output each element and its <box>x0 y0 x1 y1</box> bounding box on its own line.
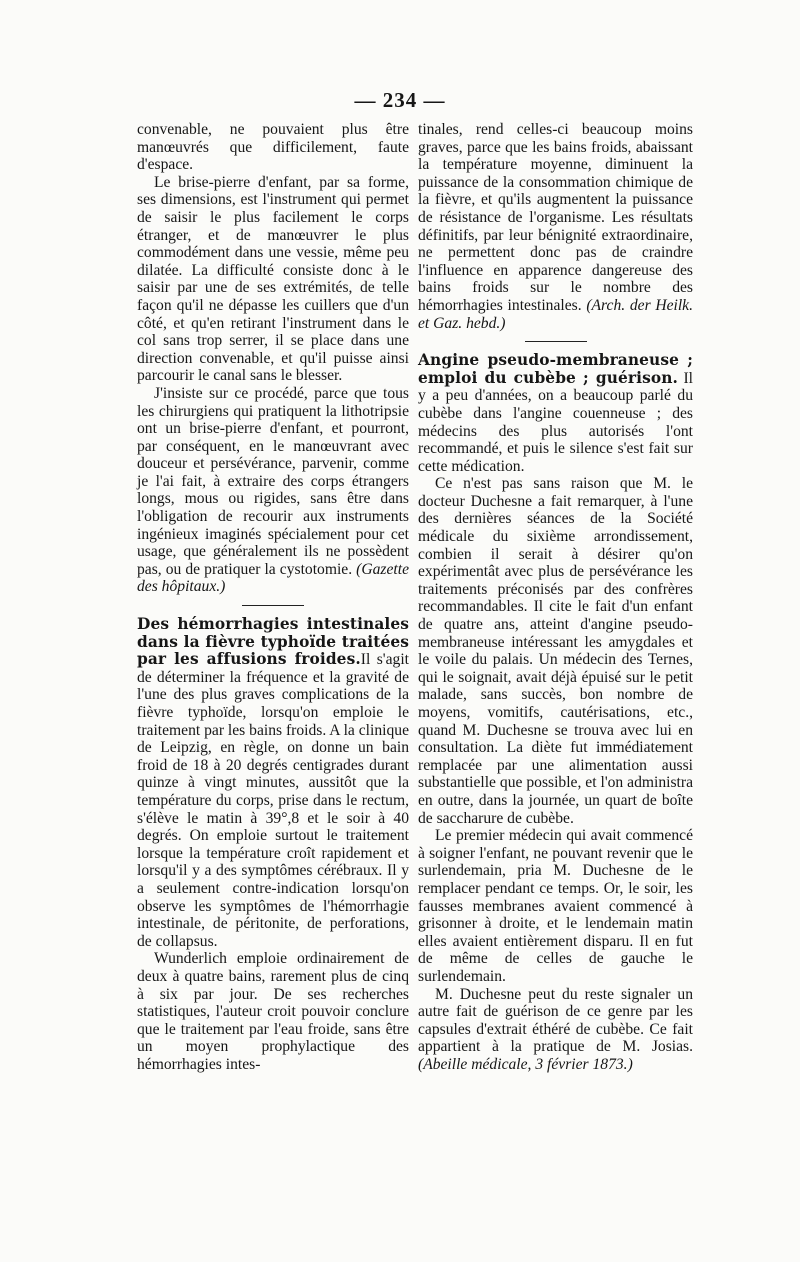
source-citation: (Gazette des hôpitaux.) <box>137 560 409 596</box>
source-citation: (Abeille médicale, 3 février 1873.) <box>418 1055 633 1073</box>
page-number: — 234 — <box>354 88 446 112</box>
paragraph-text: Il y a peu d'années, on a beaucoup parlé du cubèbe dans l'angine couenneuse ; des médecins des plus autorisés l'ont recommandé, et puis le silence s'est fait sur cette médication. <box>418 369 693 475</box>
section-divider <box>525 341 587 342</box>
paragraph <box>418 121 693 332</box>
article-paragraph <box>137 616 409 950</box>
section-divider <box>242 605 304 606</box>
paragraph-text: J'insiste sur ce procédé, parce que tous les chirurgiens qui pratiquent la lithotripsie ont un brise-pierre d'enfant, et pourront, par conséquent, en le manœuvrant avec douceur et persévérance, parvenir, comme je l'ai fait, à extraire des corps étrangers longs, mous ou rigides, sans être dans l'obligation de recourir aux instruments ingénieux imaginés spécialement pour cet usage, que généralement ils ne possèdent pas, ou de pratiquer la cystotomie. <box>137 384 409 578</box>
paragraph-text: Il s'agit de déterminer la fréquence et la gravité de l'une des plus graves complications de la fièvre typhoïde, lorsqu'on emploie le traitement par les bains froids. A la clinique de Leipzig, en règle, on donne un bain froid de 18 à 20 degrés centigrades durant quinze à vingt minutes, aussitôt que la température du corps, prise dans le rectum, s'élève le matin à 39°,8 et le soir à 40 degrés. On emploie surtout le traitement lorsque la température croît rapidement et lorsqu'il y a des symptômes cérébraux. Il y a seulement contre-indication lorsqu'on observe les symptômes de l'hémorrhagie intestinale, de péritonite, de perforations, de collapsus. <box>137 651 409 950</box>
paragraph: Wunderlich emploie ordinairement de deux à quatre bains, rarement plus de cinq à six par jour. De ses recherches statistiques, l'auteur croit pouvoir conclure que le traitement par l'eau froide, sans être un moyen prophylactique des hémorrhagies intes- <box>137 950 409 1073</box>
paragraph-text: M. Duchesne peut du reste signaler un autre fait de guérison de ce genre par les capsules d'extrait éthéré de cubèbe. Ce fait appartient à la pratique de M. Josias. <box>418 985 693 1056</box>
source-citation: (Arch. der Heilk. et Gaz. hebd.) <box>418 296 693 332</box>
article-paragraph <box>418 352 693 475</box>
left-column <box>137 121 409 1073</box>
article-heading: Des hémorrhagies intestinales dans la fièvre typhoïde traitées par les affusions froides. <box>137 615 409 669</box>
paragraph: convenable, ne pouvaient plus être manœuvrés que difficilement, faute d'espace. <box>137 121 409 174</box>
paragraph: Le premier médecin qui avait commencé à soigner l'enfant, ne pouvant revenir que le surlendemain, pria M. Duchesne de le remplacer pendant ce temps. Or, le soir, les fausses membranes avaient commencé à grisonner à droite, et le lendemain matin elles avaient entièrement disparu. Il en fut de même de celles de gauche le surlendemain. <box>418 827 693 985</box>
paragraph <box>137 385 409 596</box>
paragraph: Ce n'est pas sans raison que M. le docteur Duchesne a fait remarquer, à l'une des dernières séances de la Société médicale du sixième arrondissement, combien il serait à désirer qu'on expérimentât avec plus de persévérance les traitements préconisés par des confrères recommandables. Il cite le fait d'un enfant de quatre ans, atteint d'angine pseudo-membraneuse intéressant les amygdales et le voile du palais. Un médecin des Ternes, qui le soignait, avait déjà épuisé sur le petit malade, sans succès, bon nombre de moyens, vomitifs, cautérisations, etc., quand M. Duchesne se trouva avec lui en consultation. La diète fut immédiatement remplacée par une alimentation aussi substantielle que possible, et l'on administra en outre, dans la journée, un quart de boîte de saccharure de cubèbe. <box>418 475 693 827</box>
paragraph-text: tinales, rend celles-ci beaucoup moins graves, parce que les bains froids, abaissant la température moyenne, diminuent la puissance de la consommation chimique de la fièvre, et qu'ils augmentent la puissance de résistance de l'organisme. Les résultats définitifs, par leur bénignité extraordinaire, ne permettent donc pas de craindre l'influence en apparence dangereuse des bains froids sur le nombre des hémorrhagies intestinales. <box>418 121 693 314</box>
paragraph <box>418 986 693 1074</box>
right-column <box>418 121 693 1073</box>
article-heading: Angine pseudo-membraneuse ; emploi du cubèbe ; guérison. <box>418 351 693 387</box>
paragraph: Le brise-pierre d'enfant, par sa forme, ses dimensions, est l'instrument qui permet de saisir le plus facilement le corps étranger, et de manœuvrer le plus commodément dans une vessie, même peu dilatée. La difficulté consiste donc à le saisir par une de ses extrémités, de telle façon qu'il ne dépasse les cuillers que d'un côté, et qu'en retirant l'instrument dans le col sans trop serrer, il se place dans une direction convenable, et qu'il puisse ainsi parcourir le canal sans le blesser. <box>137 173 409 385</box>
